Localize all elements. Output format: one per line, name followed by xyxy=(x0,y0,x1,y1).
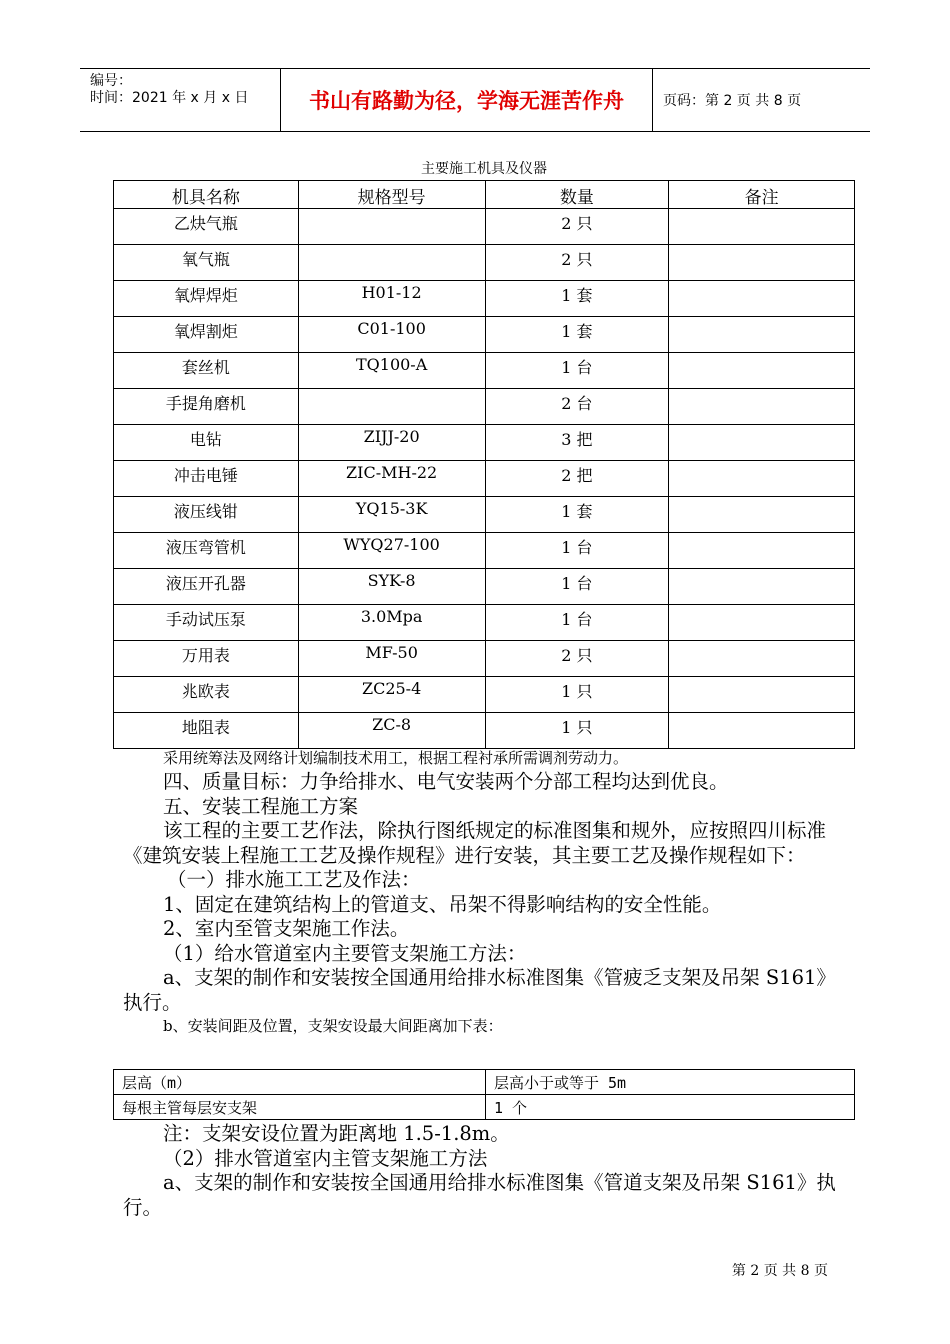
cell-name: 氧焊割炬 xyxy=(114,317,299,353)
cell-name: 手动试压泵 xyxy=(114,605,299,641)
table-row xyxy=(114,641,855,677)
cell-quantity: 3 把 xyxy=(485,425,669,461)
table-row xyxy=(114,533,855,569)
document-date: 时间：2021 年 x 月 x 日 xyxy=(90,90,249,106)
cell-remarks xyxy=(669,713,855,749)
cell-remarks xyxy=(669,677,855,713)
header-cell-name: 机具名称 xyxy=(114,181,299,209)
cell-remarks xyxy=(669,497,855,533)
cell-model: WYQ27-100 xyxy=(298,533,485,569)
support-spacing-table xyxy=(113,1069,855,1120)
table-cell: 层高小于或等于 5m xyxy=(486,1070,855,1095)
header-cell-remarks: 备注 xyxy=(669,181,855,209)
cell-model: TQ100-A xyxy=(298,353,485,389)
cell-name: 电钻 xyxy=(114,425,299,461)
header-page-info: 页码：第 2 页 共 8 页 xyxy=(663,93,802,109)
item-2-2-a: a、支架的制作和安装按全国通用给排水标准图集《管道支架及吊架 S161》执行。 xyxy=(123,1171,836,1219)
cell-remarks xyxy=(669,317,855,353)
cell-quantity: 1 套 xyxy=(485,281,669,317)
cell-quantity: 1 只 xyxy=(485,713,669,749)
cell-remarks xyxy=(669,461,855,497)
cell-name: 地阻表 xyxy=(114,713,299,749)
item-1: 1、固定在建筑结构上的管道支、吊架不得影响结构的安全性能。 xyxy=(163,892,722,916)
cell-name: 液压线钳 xyxy=(114,497,299,533)
section-5-title: 五、安装工程施工方案 xyxy=(163,794,359,818)
document-number-label: 编号： xyxy=(90,73,132,89)
item-2-1: （1）给水管道室内主要管支架施工方法： xyxy=(163,941,527,965)
table-cell: 1 个 xyxy=(486,1095,855,1120)
item-2-1-b: b、安装间距及位置，支架安设最大间距离加下表： xyxy=(163,1017,503,1035)
cell-remarks xyxy=(669,389,855,425)
cell-quantity: 2 只 xyxy=(485,245,669,281)
table-row xyxy=(114,677,855,713)
item-2: 2、室内至管支架施工作法。 xyxy=(163,917,410,940)
cell-name: 乙炔气瓶 xyxy=(114,209,299,245)
cell-model: ZC-8 xyxy=(298,713,485,749)
page-header xyxy=(80,68,870,132)
quality-goal: 四、质量目标：力争给排水、电气安装两个分部工程均达到优良。 xyxy=(163,770,729,793)
cell-quantity: 1 套 xyxy=(485,317,669,353)
body-text-1 xyxy=(123,746,843,1037)
cell-quantity: 1 台 xyxy=(485,569,669,605)
cell-quantity: 2 台 xyxy=(485,389,669,425)
cell-remarks xyxy=(669,533,855,569)
cell-model: H01-12 xyxy=(298,281,485,317)
cell-name: 氧气瓶 xyxy=(114,245,299,281)
header-motto: 书山有路勤为径，学海无涯苦作舟 xyxy=(281,69,653,131)
cell-remarks xyxy=(669,605,855,641)
cell-model: 3.0Mpa xyxy=(298,605,485,641)
cell-name: 万用表 xyxy=(114,641,299,677)
header-cell-quantity: 数量 xyxy=(485,181,669,209)
cell-model: C01-100 xyxy=(298,317,485,353)
cell-name: 套丝机 xyxy=(114,353,299,389)
cell-quantity: 1 台 xyxy=(485,353,669,389)
sub-section-1-title: （一）排水施工工艺及作法： xyxy=(167,868,421,891)
cell-remarks xyxy=(669,245,855,281)
cell-quantity: 2 只 xyxy=(485,209,669,245)
table-row xyxy=(114,209,855,245)
cell-model: ZC25-4 xyxy=(298,677,485,713)
support-note: 注：支架安设位置为距离地 1.5-1.8m。 xyxy=(163,1122,510,1145)
table-row xyxy=(114,1070,855,1095)
cell-remarks xyxy=(669,209,855,245)
table-row xyxy=(114,461,855,497)
table-cell: 层高（m） xyxy=(114,1070,486,1095)
cell-quantity: 1 套 xyxy=(485,497,669,533)
cell-remarks xyxy=(669,569,855,605)
cell-model: SYK-8 xyxy=(298,569,485,605)
cell-remarks xyxy=(669,281,855,317)
item-2-1-a: a、支架的制作和安装按全国通用给排水标准图集《管疲乏支架及吊架 S161》执行。 xyxy=(123,966,836,1014)
cell-name: 氧焊焊炬 xyxy=(114,281,299,317)
cell-name: 冲击电锤 xyxy=(114,461,299,497)
cell-model: ZIC-MH-22 xyxy=(298,461,485,497)
table-row xyxy=(114,1095,855,1120)
cell-model xyxy=(298,245,485,281)
table-row xyxy=(114,425,855,461)
cell-model xyxy=(298,209,485,245)
equipment-table-caption: 主要施工机具及仪器 xyxy=(421,161,547,177)
cell-remarks xyxy=(669,425,855,461)
cell-quantity: 2 把 xyxy=(485,461,669,497)
cell-model: ZIJJ-20 xyxy=(298,425,485,461)
table-row xyxy=(114,389,855,425)
table-row xyxy=(114,353,855,389)
cell-remarks xyxy=(669,353,855,389)
cell-model: YQ15-3K xyxy=(298,497,485,533)
cell-quantity: 1 台 xyxy=(485,605,669,641)
table-row xyxy=(114,497,855,533)
table-row xyxy=(114,317,855,353)
equipment-table-body xyxy=(114,209,855,749)
table-row xyxy=(114,713,855,749)
cell-name: 手提角磨机 xyxy=(114,389,299,425)
table-row xyxy=(114,245,855,281)
equipment-table-header-row xyxy=(114,181,855,209)
table-row xyxy=(114,281,855,317)
section-5-intro: 该工程的主要工艺作法，除执行图纸规定的标准图集和规外，应按照四川标准《建筑安装上程施工工艺及操作规程》进行安装，其主要工艺及操作规程如下： xyxy=(123,819,827,867)
table-row xyxy=(114,605,855,641)
cell-model xyxy=(298,389,485,425)
cell-quantity: 2 只 xyxy=(485,641,669,677)
page-footer: 第 2 页 共 8 页 xyxy=(731,1263,828,1279)
table-cell: 每根主管每层安支架 xyxy=(114,1095,486,1120)
equipment-table xyxy=(113,180,855,749)
cell-model: MF-50 xyxy=(298,641,485,677)
cell-name: 液压开孔器 xyxy=(114,569,299,605)
header-cell-model: 规格型号 xyxy=(298,181,485,209)
body-text-2 xyxy=(123,1122,843,1220)
cell-quantity: 1 只 xyxy=(485,677,669,713)
cell-name: 液压弯管机 xyxy=(114,533,299,569)
item-2-2: （2）排水管道室内主管支架施工方法 xyxy=(163,1146,488,1170)
cell-quantity: 1 台 xyxy=(485,533,669,569)
cell-name: 兆欧表 xyxy=(114,677,299,713)
cell-remarks xyxy=(669,641,855,677)
labor-note: 采用统筹法及网络计划编制技术用工，根据工程衬承所需调剂劳动力。 xyxy=(163,749,629,767)
table-row xyxy=(114,569,855,605)
header-meta xyxy=(80,69,281,131)
